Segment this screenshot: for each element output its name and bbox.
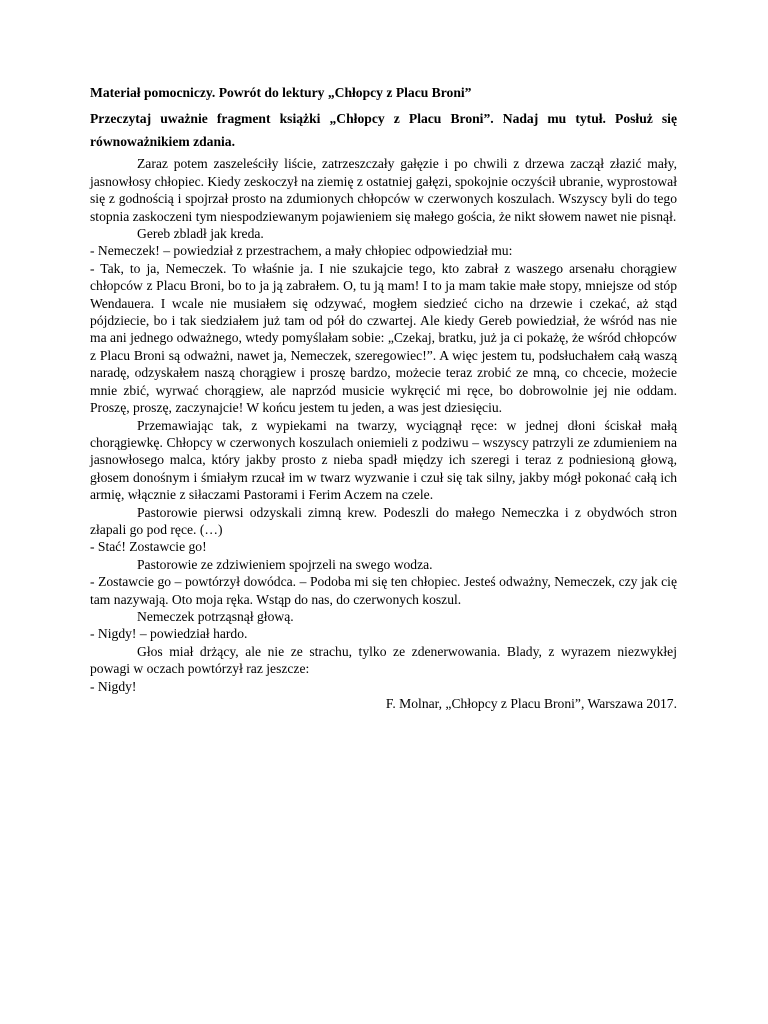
paragraph: Głos miał drżący, ale nie ze strachu, tylko ze zdenerwowania. Blady, z wyrazem niezwykłej powagi w oczach powtórzył raz jeszcze: — [90, 643, 677, 677]
excerpt-text — [90, 155, 677, 695]
paragraph: Pastorowie pierwsi odzyskali zimną krew. Podeszli do małego Nemeczka i z obydwóch stron złapali go pod ręce. (…) — [90, 504, 677, 537]
paragraph: Pastorowie ze zdziwieniem spojrzeli na swego wodza. — [137, 556, 433, 572]
document-page — [90, 84, 677, 712]
paragraph: Nemeczek potrząsnął głową. — [137, 608, 294, 624]
source-citation: F. Molnar, „Chłopcy z Placu Broni”, Warszawa 2017. — [385, 696, 677, 711]
paragraph: Gereb zbladł jak kreda. — [137, 226, 264, 242]
dialog-line: - Stać! Zostawcie go! — [90, 539, 207, 555]
paragraph: Zaraz potem zaszeleściły liście, zatrzeszczały gałęzie i po chwili z drzewa zaczął złazić mały, jasnowłosy chłopiec. Kiedy zeskoczył na ziemię z ostatniej gałęzi, spokojnie oczyścił ubranie, wyprostował się z godnością i spojrzał prosto na zdumionych chłopców w czerwonych koszulach. Wszyscy byli do tego stopnia zaskoczeni tym niespodziewanym pojawieniem się małego gościa, że nikt słowem nawet nie pisnął. — [90, 156, 677, 224]
dialog-line: - Tak, to ja, Nemeczek. To właśnie ja. I nie szukajcie tego, kto zabrał z waszego arsenału chorągiew chłopców z Placu Broni, bo to ja ją zabrałem. O, tu ją mam! I to ja mam takie małe stopy, mniejsze od stóp Wendauera. I wcale nie musiałem się odzywać, mogłem siedzieć cicho na drzewie i czekać, aż stąd pójdziecie, bo i tak siedziałem już tam od pół do czwartej. Ale kiedy Gereb powiedział, że wśród nas nie ma ani jednego odważnego, wtedy pomyślałam sobie: „Czekaj, bratku, już ja ci pokażę, że wśród chłopców z Placu Broni są odważni, nawet ja, Nemeczek, szeregowiec!”. A więc jestem tu, podsłuchałem całą waszą naradę, odzyskałem naszą chorągiew i proszę bardzo, możecie teraz zrobić ze mną, co chcecie, możecie mnie zbić, wyrwać chorągiew, ale naprzód musicie wykręcić mi ręce, bo dobrowolnie jej nie oddam. Proszę, proszę, zaczynajcie! W końcu jestem tu jeden, a was jest dziesięciu. — [90, 260, 677, 416]
dialog-line: - Nemeczek! – powiedział z przestrachem, a mały chłopiec odpowiedział mu: — [90, 243, 513, 259]
paragraph: Przemawiając tak, z wypiekami na twarzy, wyciągnął ręce: w jednej dłoni ściskał małą chorągiewkę. Chłopcy w czerwonych koszulach oniemieli z podziwu – wszyscy patrzyli ze zdumieniem na jasnowłosego malca, który jakby prosto z nieba spadł między ich szeregi i teraz z podniesioną głową, głosem donośnym i śmiałym rzucał im w twarz wyzwanie i czuł się tak silny, jakby mógł pokonać całą ich armię, włącznie z siłaczami Pastorami i Ferim Aczem na czele. — [90, 417, 677, 503]
dialog-line: - Zostawcie go – powtórzył dowódca. – Podoba mi się ten chłopiec. Jesteś odważny, Nemeczek, czy jak cię tam nazywają. Oto moja ręka. Wstąp do nas, do czerwonych koszul. — [90, 574, 677, 607]
task-instruction: Przeczytaj uważnie fragment książki „Chłopcy z Placu Broni”. Nadaj mu tytuł. Posłuż się równoważnikiem zdania. — [90, 111, 677, 149]
dialog-line: - Nigdy! – powiedział hardo. — [90, 626, 248, 642]
document-title: Materiał pomocniczy. Powrót do lektury „Chłopcy z Placu Broni” — [90, 85, 472, 100]
dialog-line: - Nigdy! — [90, 678, 137, 694]
